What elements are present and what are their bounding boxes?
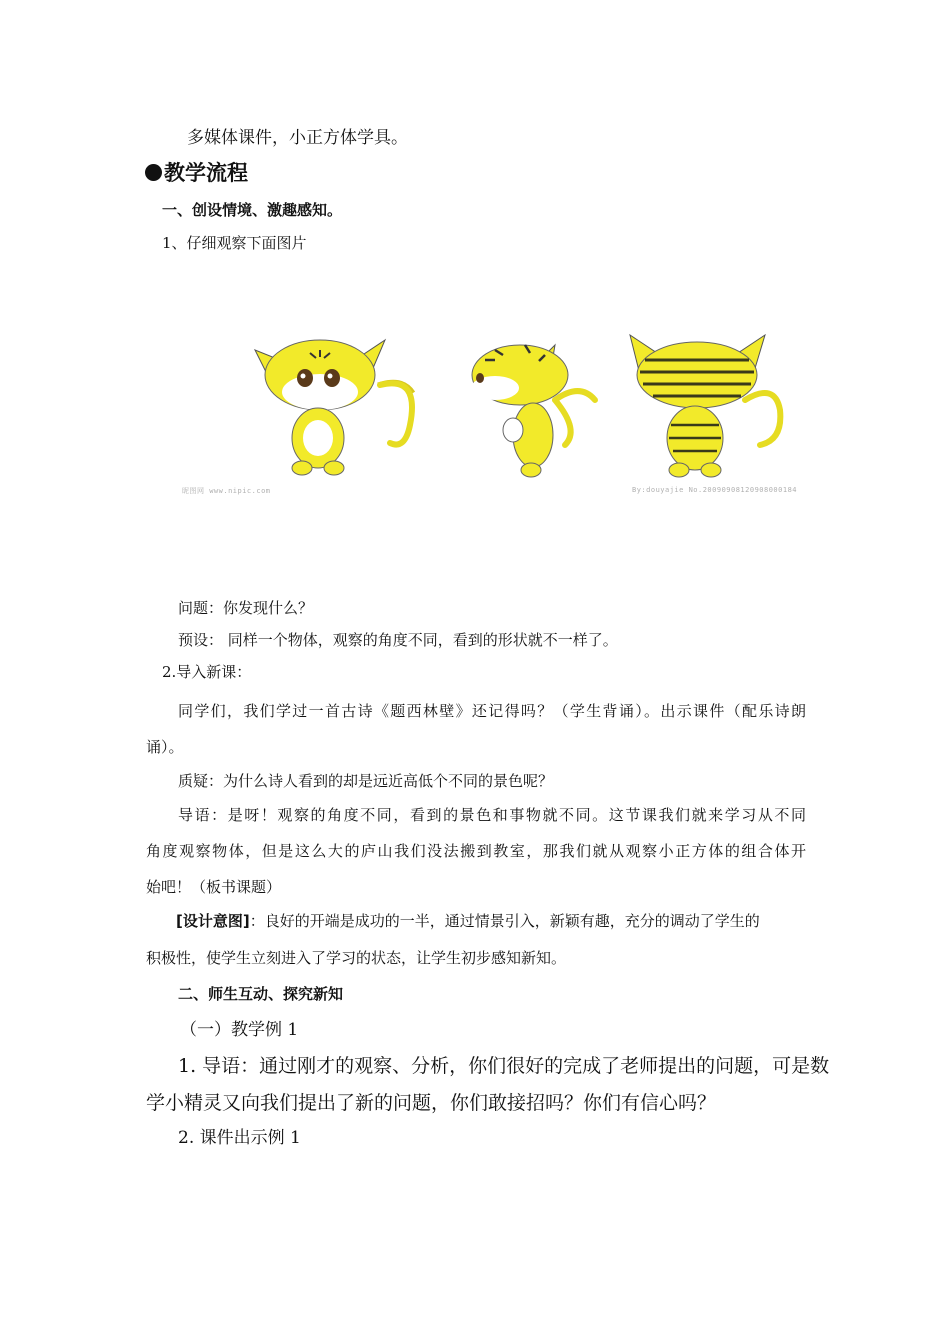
step2-line: 2. 课件出示例 1 [178, 1128, 301, 1148]
part1-heading: 一、创设情境、激趣感知。 [162, 201, 343, 219]
cat-front-view-icon [255, 340, 413, 475]
bullet-icon [145, 164, 162, 181]
cat-views-image [170, 330, 850, 510]
item1-label: 1、仔细观察下面图片 [162, 234, 307, 252]
cat-back-view-icon [630, 335, 780, 477]
guide-line-3: 始吧！（板书课题） [146, 878, 282, 896]
example1-subheading: （一）教学例 1 [180, 1020, 299, 1040]
watermark-left: 昵图网 www.nipic.com [182, 487, 271, 495]
watermark-right: By:douyajie No.20090908120908000184 [632, 486, 798, 494]
design-intent-line-2: 积极性，使学生立刻进入了学习的状态，让学生初步感知新知。 [146, 949, 567, 967]
guide-line-1: 导语：是呀！观察的角度不同，看到的景色和事物就不同。这节课我们就来学习从不同 [178, 806, 806, 824]
design-intent-text: ：良好的开端是成功的一半，通过情景引入，新颖有趣，充分的调动了学生的 [249, 912, 760, 930]
design-intent-line-1 [176, 914, 806, 929]
query-line: 质疑：为什么诗人看到的却是远近高低个不同的景色呢？ [178, 772, 554, 790]
item2-label: 2.导入新课： [162, 663, 252, 681]
design-intent-label: [设计意图] [176, 912, 250, 930]
section-title-text: 教学流程 [164, 161, 248, 185]
question-line: 问题：你发现什么？ [178, 599, 314, 617]
preset-line: 预设： 同样一个物体，观察的角度不同，看到的形状就不一样了。 [178, 631, 618, 649]
cat-side-view-icon [471, 345, 595, 477]
section-title [145, 163, 248, 184]
step1-line-1: 1. 导语：通过刚才的观察、分析，你们很好的完成了老师提出的问题，可是数 [178, 1055, 830, 1077]
intro-line-1: 同学们，我们学过一首古诗《题西林壁》还记得吗？（学生背诵）。出示课件（配乐诗朗 [178, 702, 806, 720]
intro-line-2: 诵）。 [146, 738, 184, 756]
part2-heading: 二、师生互动、探究新知 [178, 985, 344, 1003]
materials-line: 多媒体课件，小正方体学具。 [187, 128, 408, 148]
guide-line-2: 角度观察物体，但是这么大的庐山我们没法搬到教室，那我们就从观察小正方体的组合体开 [146, 842, 806, 860]
step1-line-2: 学小精灵又向我们提出了新的问题，你们敢接招吗？你们有信心吗？ [146, 1092, 717, 1114]
cat-views-figure [170, 330, 850, 510]
